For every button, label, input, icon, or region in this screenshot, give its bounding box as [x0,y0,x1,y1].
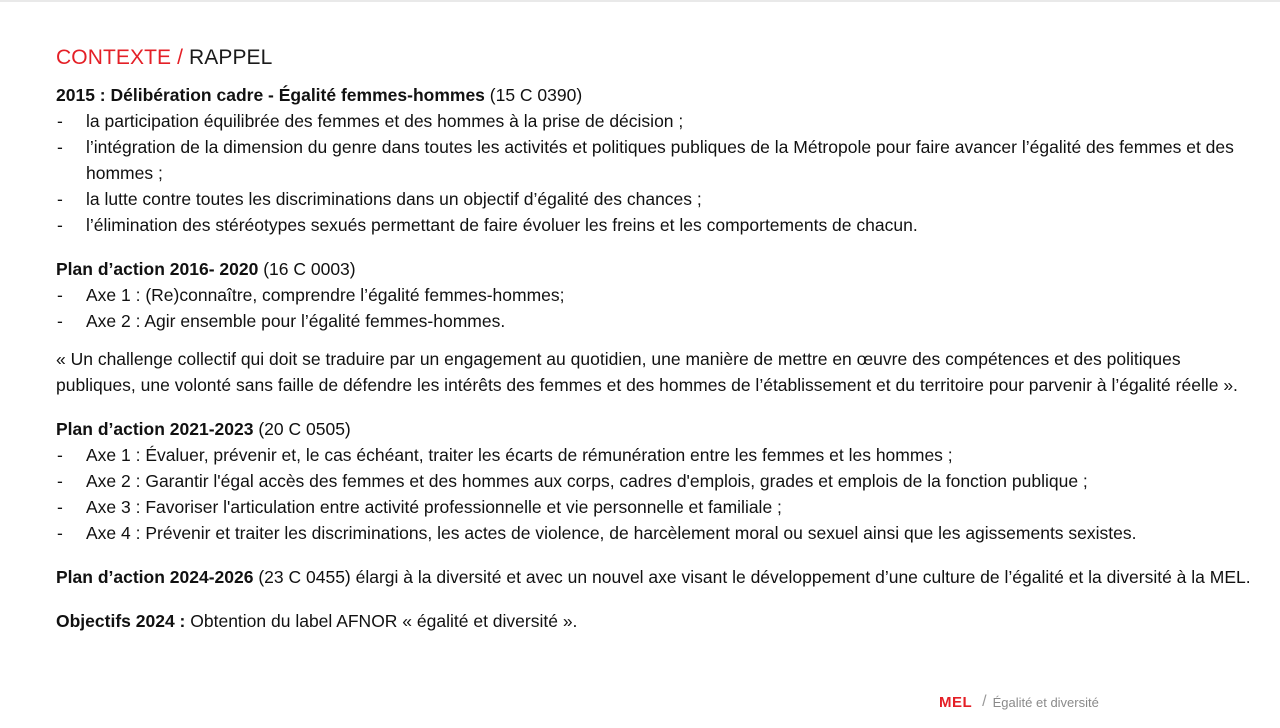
section-2015-title: 2015 : Délibération cadre - Égalité femmes-hommes [56,85,485,105]
footer-separator: / [982,693,987,710]
objectifs-text: Obtention du label AFNOR « égalité et diversité ». [190,611,578,631]
section-2015-heading [56,82,1256,108]
list-item: - l’élimination des stéréotypes sexués permettant de faire évoluer les freins et les comportements de chacun. [56,212,1256,238]
section-2015 [56,82,1256,238]
section-2021-title: Plan d’action 2021-2023 [56,419,254,439]
section-2024-title: Plan d’action 2024-2026 [56,567,254,587]
section-2016-ref: (16 C 0003) [263,259,356,279]
objectifs-title: Objectifs 2024 : [56,611,186,631]
list-item: - l’intégration de la dimension du genre dans toutes les activités et politiques publiques de la Métropole pour faire avancer l’égalité des femmes et des hommes ; [56,134,1256,186]
section-2016-2020 [56,256,1256,334]
list-item: - Axe 3 : Favoriser l'articulation entre activité professionnelle et vie personnelle et familiale ; [56,494,1256,520]
section-2021-heading [56,416,1256,442]
list-item: - Axe 2 : Garantir l'égal accès des femmes et des hommes aux corps, cadres d'emplois, grades et emplois de la fonction publique ; [56,468,1256,494]
section-2021-ref: (20 C 0505) [258,419,351,439]
section-2024-text: (23 C 0455) élargi à la diversité et avec un nouvel axe visant le développement d’une culture de l’égalité et la diversité à la MEL. [258,567,1251,587]
section-2016-heading [56,256,1256,282]
section-2015-ref: (15 C 0390) [489,85,583,105]
section-2024-2026 [56,564,1256,590]
section-2021-list [56,442,1256,546]
section-2015-list [56,108,1256,238]
section-2016-title: Plan d’action 2016- 2020 [56,259,259,279]
mel-logo: MEL [939,693,973,711]
list-item: - Axe 2 : Agir ensemble pour l’égalité femmes-hommes. [56,308,1256,334]
list-item: - la lutte contre toutes les discriminations dans un objectif d’égalité des chances ; [56,186,1256,212]
title-contexte: CONTEXTE [56,46,172,69]
list-item: - Axe 1 : (Re)connaître, comprendre l’égalité femmes-hommes; [56,282,1256,308]
objectifs-2024 [56,608,1256,634]
section-2021-2023 [56,416,1256,546]
list-item: - Axe 1 : Évaluer, prévenir et, le cas échéant, traiter les écarts de rémunération entre les femmes et les hommes ; [56,442,1256,468]
list-item: - la participation équilibrée des femmes et des hommes à la prise de décision ; [56,108,1256,134]
title-separator: / [177,46,184,69]
slide-title [56,44,1256,72]
top-divider [0,0,1280,2]
footer-label: Égalité et diversité [992,694,1099,710]
quote-paragraph: « Un challenge collectif qui doit se traduire par un engagement au quotidien, une manière de mettre en œuvre des compétences et des politiques publiques, une volonté sans faille de défendre les intérêts des femmes et des hommes de l’établissement et du territoire pour parvenir à l’égalité réelle ». [56,349,1238,395]
list-item: - Axe 4 : Prévenir et traiter les discriminations, les actes de violence, de harcèlement moral ou sexuel ainsi que les agissements sexistes. [56,520,1256,546]
section-2016-list [56,282,1256,334]
slide-content [56,44,1256,634]
title-rappel: RAPPEL [188,46,273,69]
slide-footer [939,690,1099,714]
